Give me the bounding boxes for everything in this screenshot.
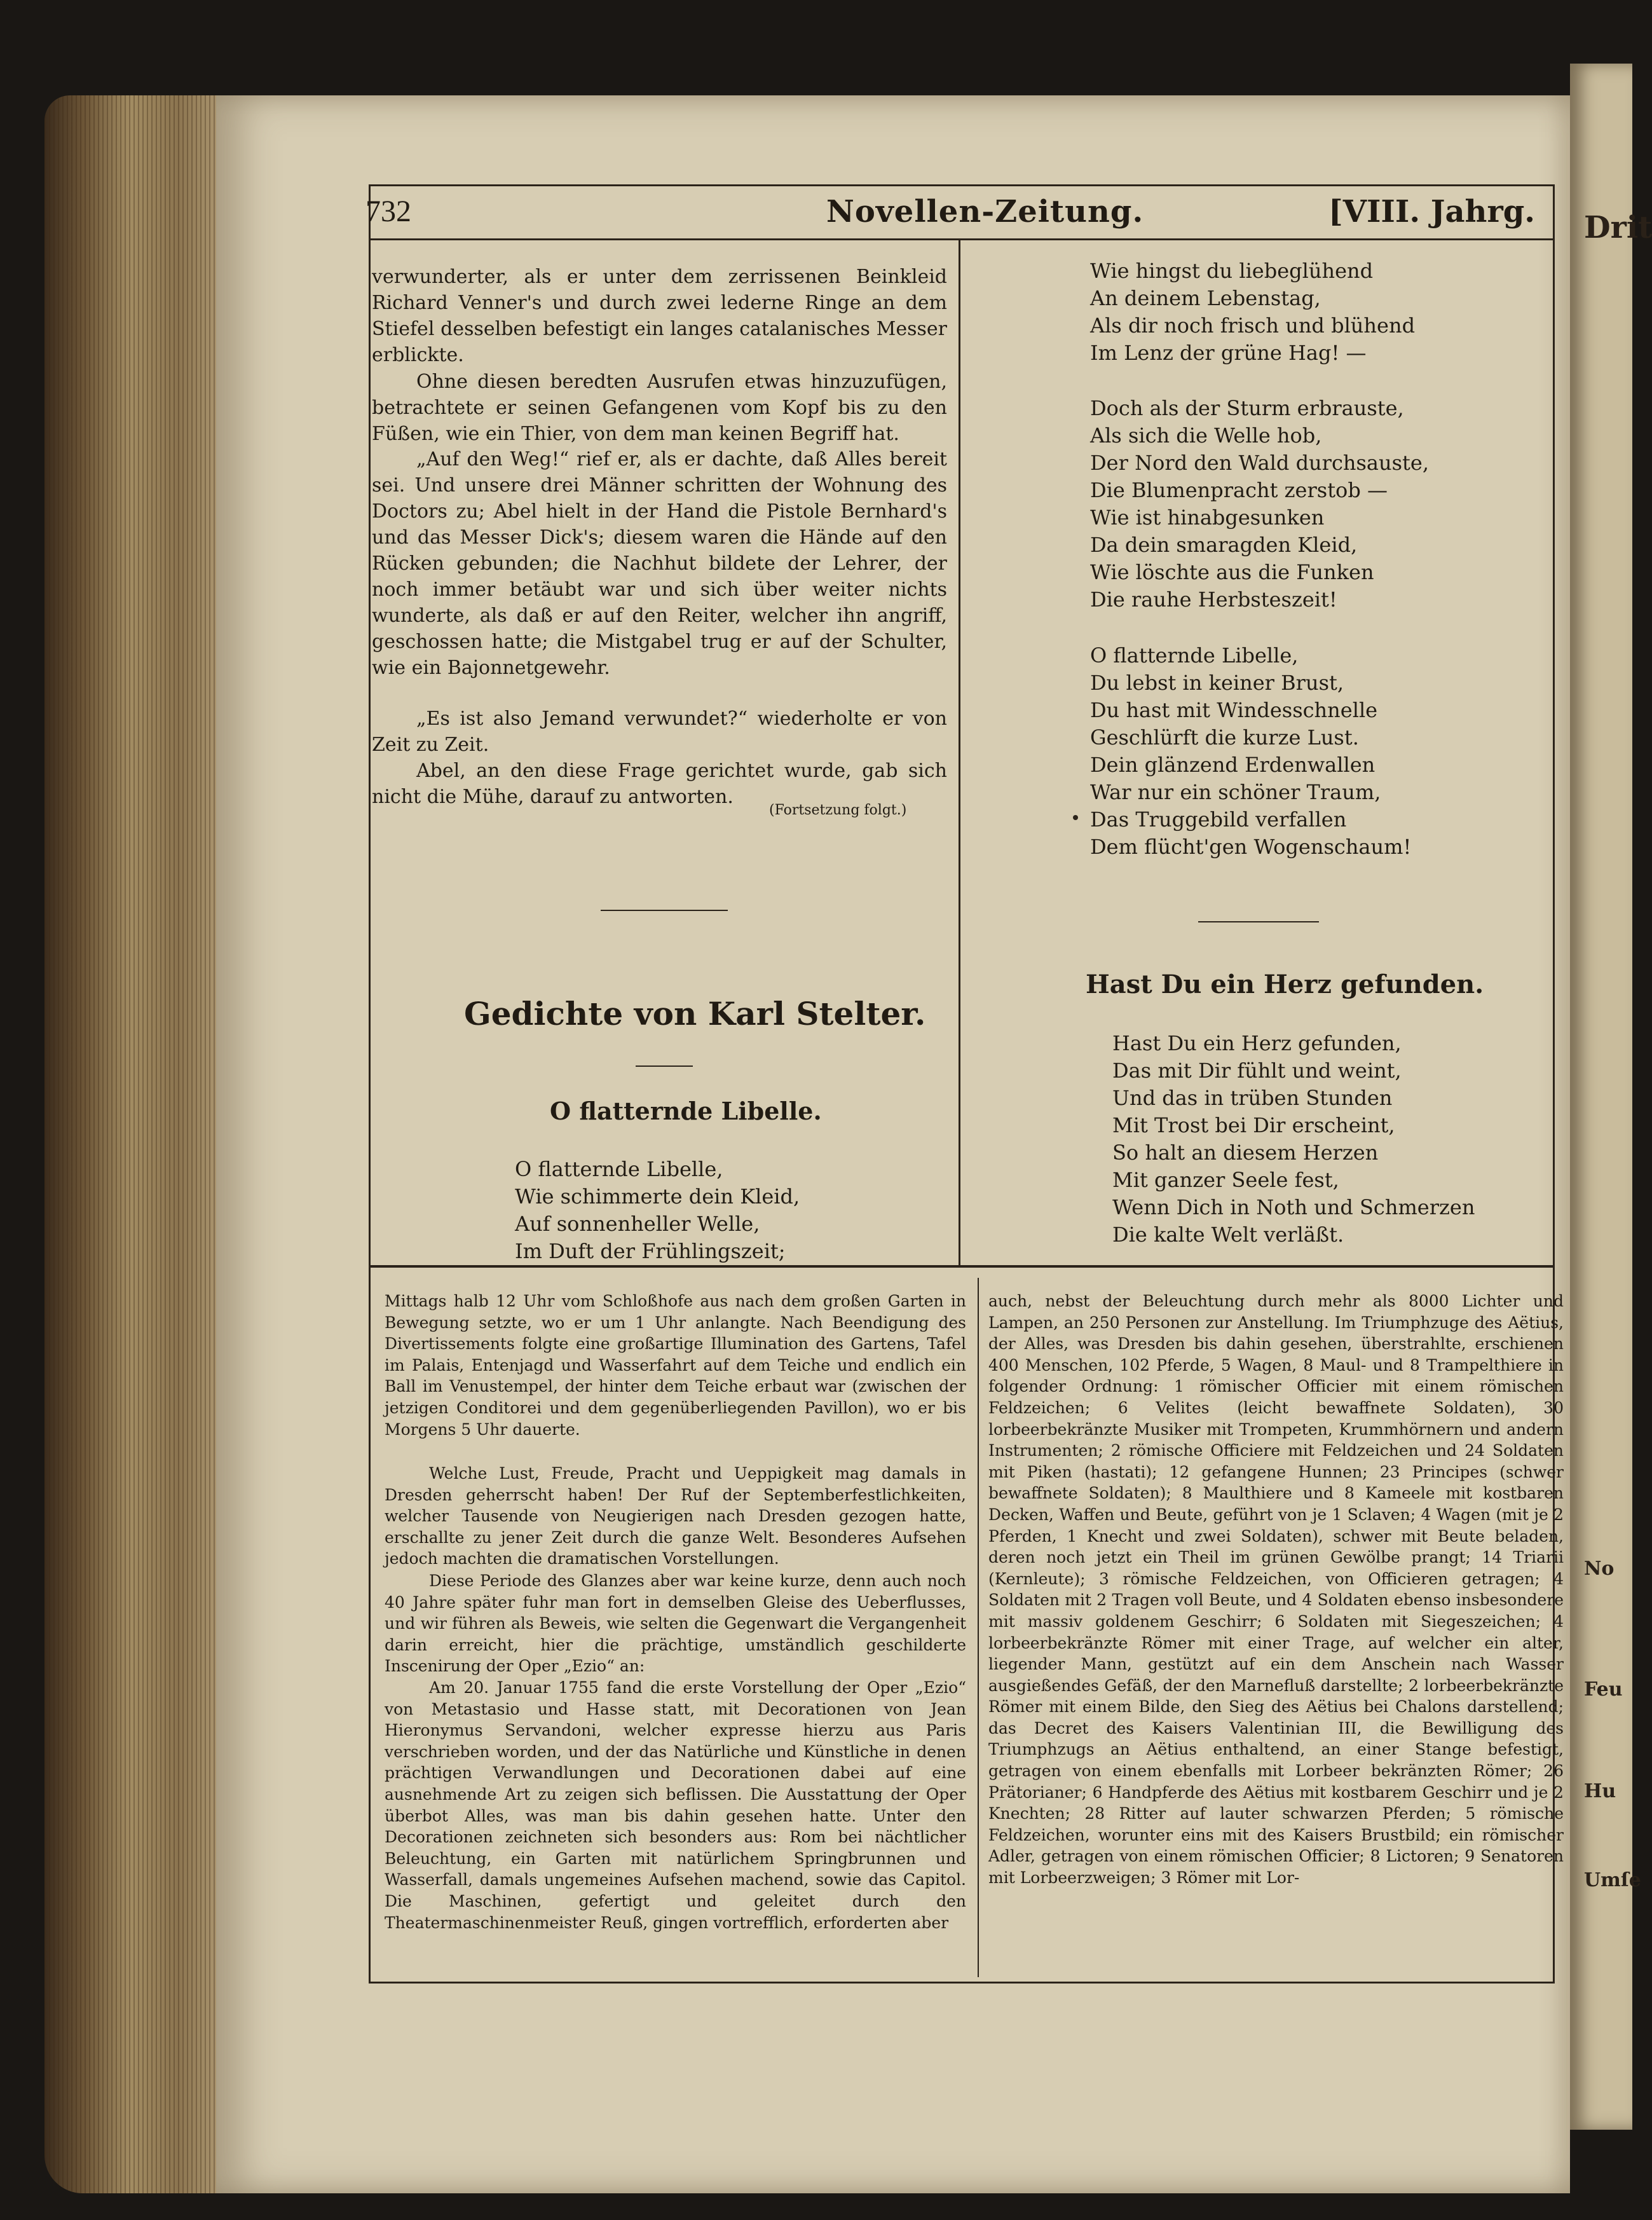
volume-label: [VIII. Jahrg. [1328, 194, 1536, 230]
poem-line: Auf sonnenheller Welle, [515, 1212, 760, 1236]
feuilleton-paragraph: Am 20. Januar 1755 fand die erste Vorstellung der Oper „Ezio“ von Metastasio und Hasse statt, mit Decorationen von Jean Hieronymus Servandoni, welcher expresse hierzu aus Paris verschrieben worden, und der das Natürliche und Künstliche in denen prächtigen Verwandlungen und Decorationen dabei auf eine ausnehmende Art zu zeigen sich beflissen. Die Ausstattung der Oper überbot Alles, was man bis dahin gesehen hatte. Unter den Decorationen zeichneten sich besonders aus: Rom bei nächtlicher Beleuchtung, ein Garten mit natürlichem Springbrunnen und Wasserfall, damals ungemeines Aufsehen machend, sowie das Capitol. Die Maschinen, gefertigt und geleitet durch den Theatermaschinenmeister Reuß, gingen vortrefflich, erforderten aber [385, 1678, 966, 1932]
poem-stanza [1090, 395, 1429, 613]
poem-line: An deinem Lebenstag, [1090, 286, 1321, 310]
story-paragraph: Ohne diesen beredten Ausrufen etwas hinzuzufügen, betrachtete er seinen Gefangenen vom Kopf bis zu den Füßen, wie ein Thier, von dem man keinen Begriff hat. [372, 371, 947, 445]
poem-line: Die kalte Welt verläßt. [1112, 1223, 1344, 1247]
page-number: 732 [365, 195, 411, 228]
poem-line: Die rauhe Herbsteszeit! [1090, 587, 1337, 612]
adjacent-page [1570, 64, 1652, 2130]
poem-line: Wie ist hinabgesunken [1090, 505, 1325, 530]
poem-line: Als dir noch frisch und blühend [1090, 313, 1416, 338]
poem-line: So halt an diesem Herzen [1112, 1141, 1379, 1165]
poem-line: O flatternde Libelle, [1090, 643, 1299, 668]
poem-line: Die Blumenpracht zerstob — [1090, 478, 1388, 502]
separator [601, 910, 728, 911]
poem-line: Dein glänzend Erdenwallen [1090, 753, 1376, 777]
adjacent-page-fragment: Feu [1584, 1678, 1623, 1701]
poem-line: Wie löschte aus die Funken [1090, 560, 1374, 584]
adjacent-page-fragment: Umſe [1584, 1869, 1641, 1891]
poem-line: War nur ein schöner Traum, [1090, 780, 1381, 804]
poem-line: Wenn Dich in Noth und Schmerzen [1112, 1195, 1475, 1219]
section-title: Gedichte von Karl Stelter. [464, 995, 926, 1032]
feuilleton-paragraph: auch, nebst der Beleuchtung durch mehr als 8000 Lichter und Lampen, an 250 Personen zur Anstellung. Im Triumphzuge des Aëtius, der Alles, was Dresden bis dahin gesehen, überstrahlte, erschienen 400 Menschen, 102 Pferde, 5 Wagen, 8 Maul- und 8 Trampelthiere in folgender Ordnung: 1 römischer Officier mit einem römischen Feldzeichen; 6 Velites (leicht bewaffnete Soldaten), 30 lorbeerbekränzte Musiker mit Trompeten, Krummhörnern und andern Instrumenten; 2 römische Officiere mit Feldzeichen und 24 Soldaten mit Piken (hastati); 12 gefangene Hunnen; 23 Principes (schwer bewaffnete Soldaten); 8 Maulthiere und 8 Kameele mit kostbaren Decken, Waffen und Beute, geführt von je 1 Sclaven; 4 Wagen (mit je 2 Pferden, 1 Knecht und zwei Soldaten), schwer mit Beute beladen, deren noch jetzt ein Theil im grünen Gewölbe prangt; 14 Triarii (Kernleute); 3 römische Feldzeichen, von Officieren getragen; 4 Soldaten mit 2 Tragen voll Beute, und 4 Soldaten ebenso insbesondere mit massiv goldenem Geschirr; 6 Soldaten mit Siegeszeichen; 4 lorbeerbekränzte Römer mit einer Trage, auf welcher ein alter, liegender Mann, gestützt auf ein dem Anschein nach Wasser ausgießendes Gefäß, der den Marnefluß darstellte; 2 lorbeerbekränzte Römer mit einem Bilde, den Sieg des Aëtius bei Chalons darstellend; das Decret des Kaisers Valentinian III, die Bewilligung des Triumphzugs an Aëtius enthaltend, an einer Stange befestigt, getragen von einem ebenfalls mit Lorbeer bekränzten Römer; 26 Prätorianer; 6 Handpferde des Aëtius mit kostbarem Geschirr und je 2 Knechten; 28 Ritter auf lauter schwarzen Pferden; 5 römische Feldzeichen, worunter eins mit des Kaisers Brustbild; ein römischer Adler, getragen von einem römischen Officier; 8 Lictoren; 9 Senatoren mit Lorbeerzweigen; 3 Römer mit Lor- [988, 1292, 1564, 1888]
poem-line: Da dein smaragden Kleid, [1090, 533, 1358, 557]
poem-line: Im Duft der Frühlingszeit; [515, 1239, 786, 1263]
adjacent-page-fragment: No [1584, 1558, 1614, 1580]
poem-stanza [1112, 1030, 1475, 1249]
feuilleton-paragraph: Diese Periode des Glanzes aber war keine kurze, denn auch noch 40 Jahre später fuhr man fort in demselben Gleise des Ueberflusses, und wir führen als Beweis, wie selten die Gegenwart die Vergangenheit darin erreicht, hier die prächtige, umständlich geschilderte Inscenirung der Oper „Ezio“ an: [385, 1572, 966, 1676]
journal-title: Novellen-Zeitung. [826, 194, 1144, 230]
poem-line: Der Nord den Wald durchsauste, [1090, 451, 1429, 475]
poem-line: Mit Trost bei Dir erscheint, [1112, 1113, 1395, 1137]
separator [636, 1065, 693, 1067]
poem-line: Doch als der Sturm erbrauste, [1090, 396, 1404, 420]
poem-line: Mit ganzer Seele fest, [1112, 1168, 1339, 1192]
story-paragraph: „Es ist also Jemand verwundet?“ wiederholte er von Zeit zu Zeit. [372, 708, 947, 756]
poem-line: Das mit Dir fühlt und weint, [1112, 1059, 1402, 1083]
poem-line: Und das in trüben Stunden [1112, 1086, 1393, 1110]
bottom-rule [369, 1982, 1553, 1984]
adjacent-page-fragment: Drit [1584, 210, 1652, 245]
separator [1198, 921, 1319, 922]
feuilleton-paragraph: Welche Lust, Freude, Pracht und Ueppigkeit mag damals in Dresden geherrscht haben! Der Ruf der Septemberfestlichkeiten, welcher Tausende von Neugierigen nach Dresden gezogen hatte, erschallte zu jener Zeit durch die ganze Welt. Besonderes Aufsehen jedoch machten die dramatischen Vorstellungen. [385, 1464, 966, 1568]
poem-stanza [1090, 642, 1411, 861]
poem-line: Hast Du ein Herz gefunden, [1112, 1031, 1402, 1055]
poem-line: Dem flücht'gen Wogenschaum! [1090, 835, 1412, 859]
poem-stanza [515, 1156, 800, 1265]
poem-line: Das Truggebild verfallen [1090, 807, 1347, 832]
adjacent-page-fragment: Hu [1584, 1780, 1616, 1802]
column-rule [959, 240, 960, 1265]
continued-note: (Fortsetzung folgt.) [769, 802, 907, 818]
top-rule [369, 184, 1553, 186]
poem-line: Du lebst in keiner Brust, [1090, 671, 1344, 695]
poem-line: O flatternde Libelle, [515, 1157, 723, 1181]
poem-title: Hast Du ein Herz gefunden. [1086, 970, 1484, 999]
story-paragraph: „Auf den Weg!“ rief er, als er dachte, daß Alles bereit sei. Und unsere drei Männer schritten der Wohnung des Doctors zu; Abel hielt in der Hand die Pistole Bernhard's und das Messer Dick's; diesem waren die Hände auf den Rücken gebunden; die Nachhut bildete der Lehrer, der noch immer betäubt war und sich über weiter nichts wunderte, als daß er auf den Reiter, welcher ihn angriff, geschossen hatte; die Mistgabel trug er auf der Schulter, wie ein Bajonnetgewehr. [372, 448, 947, 679]
book-page-edges [44, 95, 235, 2193]
poem-line: Du hast mit Windesschnelle [1090, 698, 1378, 722]
header-rule [369, 238, 1553, 240]
poem-line: Als sich die Welle hob, [1090, 423, 1322, 448]
feuilleton-rule [369, 1265, 1553, 1268]
story-paragraph: verwunderter, als er unter dem zerrissenen Beinkleid Richard Venner's und durch zwei lederne Ringe an dem Stiefel desselben befestigt ein langes catalanisches Messer erblickte. [372, 266, 947, 366]
poem-title: O flatternde Libelle. [550, 1097, 822, 1125]
poem-stanza [1090, 257, 1415, 367]
feuilleton-paragraph: Mittags halb 12 Uhr vom Schloßhofe aus nach dem großen Garten in Bewegung setzte, wo er um 1 Uhr anlangte. Nach Beendigung des Divertissements folgte eine großartige Illumination des Gartens, Tafel im Palais, Entenjagd und Wasserfahrt auf dem Teiche und endlich ein Ball im Venustempel, der hinter dem Teiche erbaut war (zwischen der jetzigen Conditorei und dem gegenüberliegenden Pavillon), wo er bis Morgens 5 Uhr dauerte. [385, 1292, 966, 1439]
poem-line: Geschlürft die kurze Lust. [1090, 725, 1359, 750]
printing-speck [1073, 815, 1078, 820]
feuilleton-column-rule [978, 1278, 979, 1977]
story-paragraph: Abel, an den diese Frage gerichtet wurde, gab sich nicht die Mühe, darauf zu antworten. [372, 760, 947, 808]
poem-line: Im Lenz der grüne Hag! — [1090, 341, 1367, 365]
poem-line: Wie hingst du liebeglühend [1090, 259, 1374, 283]
poem-line: Wie schimmerte dein Kleid, [515, 1184, 800, 1209]
